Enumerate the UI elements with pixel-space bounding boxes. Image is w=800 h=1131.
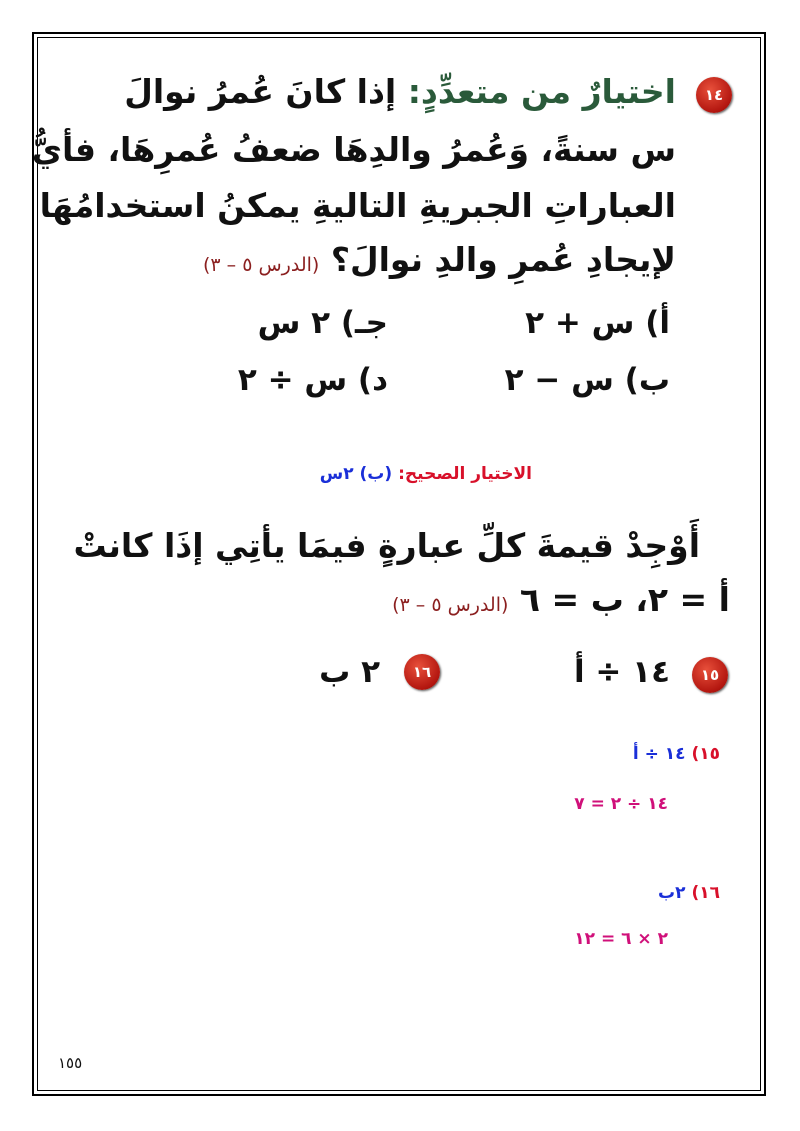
solution-16-work: ٢ × ٦ = ١٢ (574, 929, 668, 949)
solution-15-header (633, 744, 720, 764)
solution-15-expression: ١٤ ÷ أ (632, 744, 686, 764)
q14-line4 (203, 240, 676, 279)
q14-option-b-letter: ب) (624, 362, 670, 398)
q14-option-a-letter: أ) (645, 305, 670, 341)
question-14-badge (696, 77, 732, 113)
question-16-number: ١٦ (412, 663, 432, 681)
q14-option-b-text: س − ٢ (504, 362, 614, 398)
q15-16-intro-line2 (392, 580, 730, 619)
solution-16-expression: ٢ب (658, 883, 686, 903)
q14-line2: س سنةً، وَعُمرُ والدِهَا ضعفُ عُمرِهَا، فأيُّ (31, 130, 676, 169)
q14-option-d (238, 362, 388, 398)
q14-line3: العباراتِ الجبريةِ التاليةِ يمكنُ استخدامُهَا (39, 186, 676, 225)
q15-16-values: أ = ٢، ب = ٦ (519, 580, 730, 619)
q15-16-intro-line1: أَوْجِدْ قيمةَ كلِّ عبارةٍ فيمَا يأتِي إذَا كانتْ (73, 526, 700, 565)
q14-option-b (505, 362, 670, 398)
q14-line4-text: لإيجادِ عُمرِ والدِ نوالَ؟ (330, 240, 676, 279)
q14-option-d-letter: د) (357, 362, 388, 398)
question-16-badge (404, 654, 440, 690)
question-15-number: ١٥ (700, 666, 720, 684)
q14-option-c (258, 305, 388, 341)
question-14-number: ١٤ (704, 86, 724, 104)
q14-line1-text: إذا كانَ عُمرُ نوالَ (124, 72, 397, 111)
q14-option-c-text: ٢ س (257, 305, 331, 341)
question-15-badge (692, 657, 728, 693)
solution-15-label: ١٥) (691, 744, 720, 764)
q14-label: اختيارٌ من متعدِّدٍ: (407, 72, 676, 111)
q14-option-d-text: س ÷ ٢ (237, 362, 348, 398)
q14-correct-answer (320, 464, 532, 484)
q14-answer-label: الاختيار الصحيح: (398, 464, 532, 484)
q15-expression: ١٤ ÷ أ (573, 654, 670, 690)
q15-16-lesson-ref: (الدرس ٥ – ٣) (392, 594, 509, 616)
q14-option-c-letter: جـ) (340, 305, 388, 341)
page-number: ١٥٥ (58, 1054, 83, 1072)
q16-expression: ٢ ب (319, 654, 380, 690)
q14-option-a (525, 305, 670, 341)
solution-16-label: ١٦) (691, 883, 720, 903)
solution-16-header (658, 883, 720, 903)
q14-option-a-text: س + ٢ (525, 305, 635, 341)
solution-15-work: ١٤ ÷ ٢ = ٧ (574, 794, 668, 814)
q14-lesson-ref: (الدرس ٥ – ٣) (202, 254, 320, 276)
q14-answer-value: (ب) ٢س (319, 464, 393, 484)
q14-line1 (124, 72, 676, 111)
